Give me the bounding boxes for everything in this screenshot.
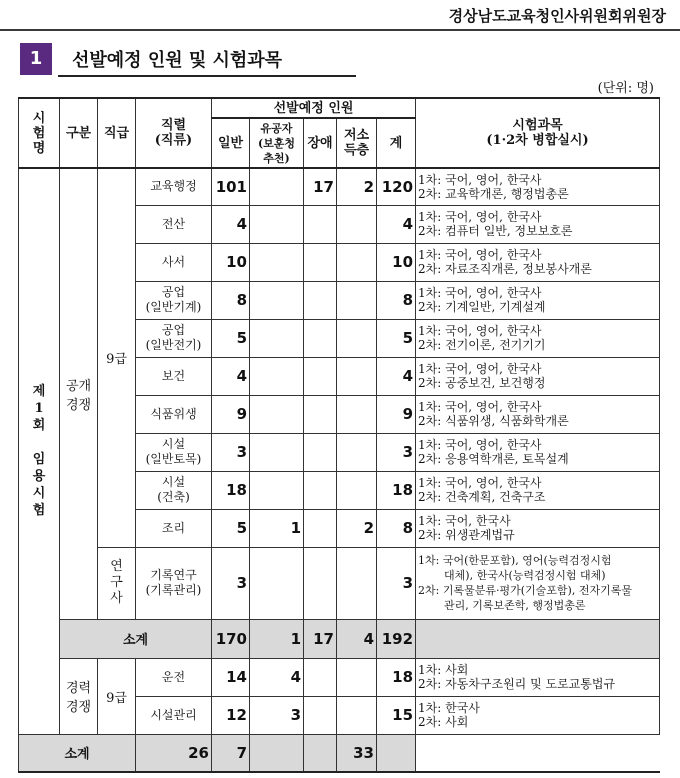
merit-count [250,433,304,471]
subjects-cell: 1차: 국어, 영어, 한국사 2차: 건축계획, 건축구조 [416,471,660,509]
general-count: 4 [212,205,250,243]
general-count: 101 [212,168,250,205]
general-count: 170 [212,619,250,658]
merit-count: 1 [250,509,304,547]
exam-name-cell: 제 1 회 임 용 시 험 [19,168,60,734]
section-title-underline [58,75,356,77]
disabled-count [304,471,337,509]
merit-count [250,168,304,205]
lowincome-count [337,471,377,509]
merit-count [250,319,304,357]
lowincome-count: 2 [337,509,377,547]
general-count: 18 [212,471,250,509]
position-cell: 전산 [136,205,212,243]
subjects-cell: 1차: 사회 2차: 자동차구조원리 및 도로교통법규 [416,658,660,696]
subtotal-row [19,619,660,658]
lowincome-count [337,357,377,395]
general-count: 5 [212,319,250,357]
disabled-count [304,658,337,696]
lowincome-count [337,319,377,357]
header-disabled: 장애 [304,118,337,168]
subjects-cell: 1차: 국어, 영어, 한국사 2차: 전기이론, 전기기기 [416,319,660,357]
merit-count [250,395,304,433]
header-rule [0,29,680,31]
general-count: 8 [212,281,250,319]
table-row [19,658,660,696]
subjects-cell: 1차: 한국사 2차: 사회 [416,696,660,734]
general-count: 14 [212,658,250,696]
subjects-cell: 1차: 국어, 영어, 한국사 2차: 응용역학개론, 토목설계 [416,433,660,471]
header-exam: 시 험 명 [19,98,60,168]
header-subjects: 시험과목 (1·2차 병합실시) [416,98,660,168]
total-count: 10 [377,243,416,281]
total-count: 3 [377,433,416,471]
disabled-count [304,205,337,243]
header-general: 일반 [212,118,250,168]
general-count: 9 [212,395,250,433]
lowincome-count: 2 [337,168,377,205]
total-count: 15 [377,696,416,734]
header-total: 계 [377,118,416,168]
general-count: 3 [212,547,250,619]
subjects-cell-empty [416,619,660,658]
subjects-cell: 1차: 국어, 영어, 한국사 2차: 자료조직개론, 정보봉사개론 [416,243,660,281]
position-cell: 시설관리 [136,696,212,734]
disabled-count [304,395,337,433]
disabled-count [250,734,304,772]
disabled-count [304,509,337,547]
subjects-cell: 1차: 국어, 영어, 한국사 2차: 공중보건, 보건행정 [416,357,660,395]
lowincome-count [337,243,377,281]
lowincome-count [337,696,377,734]
position-cell: 공업 (일반전기) [136,319,212,357]
header-lowincome: 저소 득층 [337,118,377,168]
general-count: 12 [212,696,250,734]
general-count: 3 [212,433,250,471]
disabled-count [304,357,337,395]
general-count: 10 [212,243,250,281]
disabled-count [304,319,337,357]
disabled-count: 17 [304,619,337,658]
lowincome-count [337,547,377,619]
lowincome-count [337,395,377,433]
position-cell: 식품위생 [136,395,212,433]
grade-9-cell: 9급 [98,168,136,547]
subtotal-label: 소계 [19,734,136,772]
disabled-count [304,547,337,619]
table-row [19,168,660,205]
grade-9-career-cell: 9급 [98,658,136,734]
total-count: 8 [377,509,416,547]
total-count: 4 [377,205,416,243]
disabled-count [304,433,337,471]
merit-count: 7 [212,734,250,772]
subjects-cell: 1차: 국어, 영어, 한국사 2차: 컴퓨터 일반, 정보보호론 [416,205,660,243]
header-position: 직렬 (직류) [136,98,212,168]
category-open-competition: 공개 경쟁 [60,168,98,619]
total-count: 9 [377,395,416,433]
merit-count [250,357,304,395]
total-count: 3 [377,547,416,619]
category-career-competition: 경력 경쟁 [60,658,98,734]
total-count: 8 [377,281,416,319]
total-count: 192 [377,619,416,658]
general-count: 26 [136,734,212,772]
merit-count [250,243,304,281]
disabled-count [304,281,337,319]
issuer-name: 경상남도교육청인사위원회위원장 [448,7,666,25]
unit-label: (단위: 명) [597,81,654,96]
position-cell: 운전 [136,658,212,696]
position-cell: 시설 (일반토목) [136,433,212,471]
subtotal-row [19,734,660,772]
position-cell: 보건 [136,357,212,395]
disabled-count: 17 [304,168,337,205]
grade-researcher-cell: 연 구 사 [98,547,136,619]
lowincome-count [304,734,337,772]
subjects-cell: 1차: 국어, 영어, 한국사 2차: 식품위생, 식품화학개론 [416,395,660,433]
header-planned: 선발예정 인원 [212,98,416,118]
subjects-cell: 1차: 국어, 한국사 2차: 위생관계법규 [416,509,660,547]
subjects-cell: 1차: 국어, 영어, 한국사 2차: 교육학개론, 행정법총론 [416,168,660,205]
position-cell: 교육행정 [136,168,212,205]
total-count: 18 [377,658,416,696]
position-cell: 기록연구 (기록관리) [136,547,212,619]
lowincome-count [337,658,377,696]
position-cell: 사서 [136,243,212,281]
header-category: 구분 [60,98,98,168]
subtotal-label: 소계 [60,619,212,658]
section-title: 선발예정 인원 및 시험과목 [72,50,283,71]
lowincome-count [337,205,377,243]
general-count: 4 [212,357,250,395]
position-cell: 시설 (건축) [136,471,212,509]
merit-count [250,471,304,509]
header-merit: 유공자 (보훈청 추천) [250,118,304,168]
lowincome-count [337,281,377,319]
recruitment-table [18,97,660,773]
lowincome-count: 4 [337,619,377,658]
merit-count [250,547,304,619]
subjects-cell: 1차: 국어(한문포함), 영어(능력검정시험 대체), 한국사(능력검정시험 대체) 2차: 기록물분류·평가(기술포함), 전자기록물 관리, 기록보존학, 행정법총론 [416,547,660,619]
total-count: 120 [377,168,416,205]
total-count: 18 [377,471,416,509]
table-row [19,547,660,619]
total-count: 5 [377,319,416,357]
merit-count [250,205,304,243]
section-number-badge: 1 [20,43,52,75]
subjects-cell: 1차: 국어, 영어, 한국사 2차: 기계일반, 기계설계 [416,281,660,319]
header-grade: 직급 [98,98,136,168]
merit-count [250,281,304,319]
total-count: 33 [337,734,377,772]
subjects-cell-empty [377,734,416,772]
total-count: 4 [377,357,416,395]
merit-count: 1 [250,619,304,658]
merit-count: 4 [250,658,304,696]
general-count: 5 [212,509,250,547]
lowincome-count [337,433,377,471]
disabled-count [304,243,337,281]
position-cell: 공업 (일반기계) [136,281,212,319]
disabled-count [304,696,337,734]
position-cell: 조리 [136,509,212,547]
merit-count: 3 [250,696,304,734]
